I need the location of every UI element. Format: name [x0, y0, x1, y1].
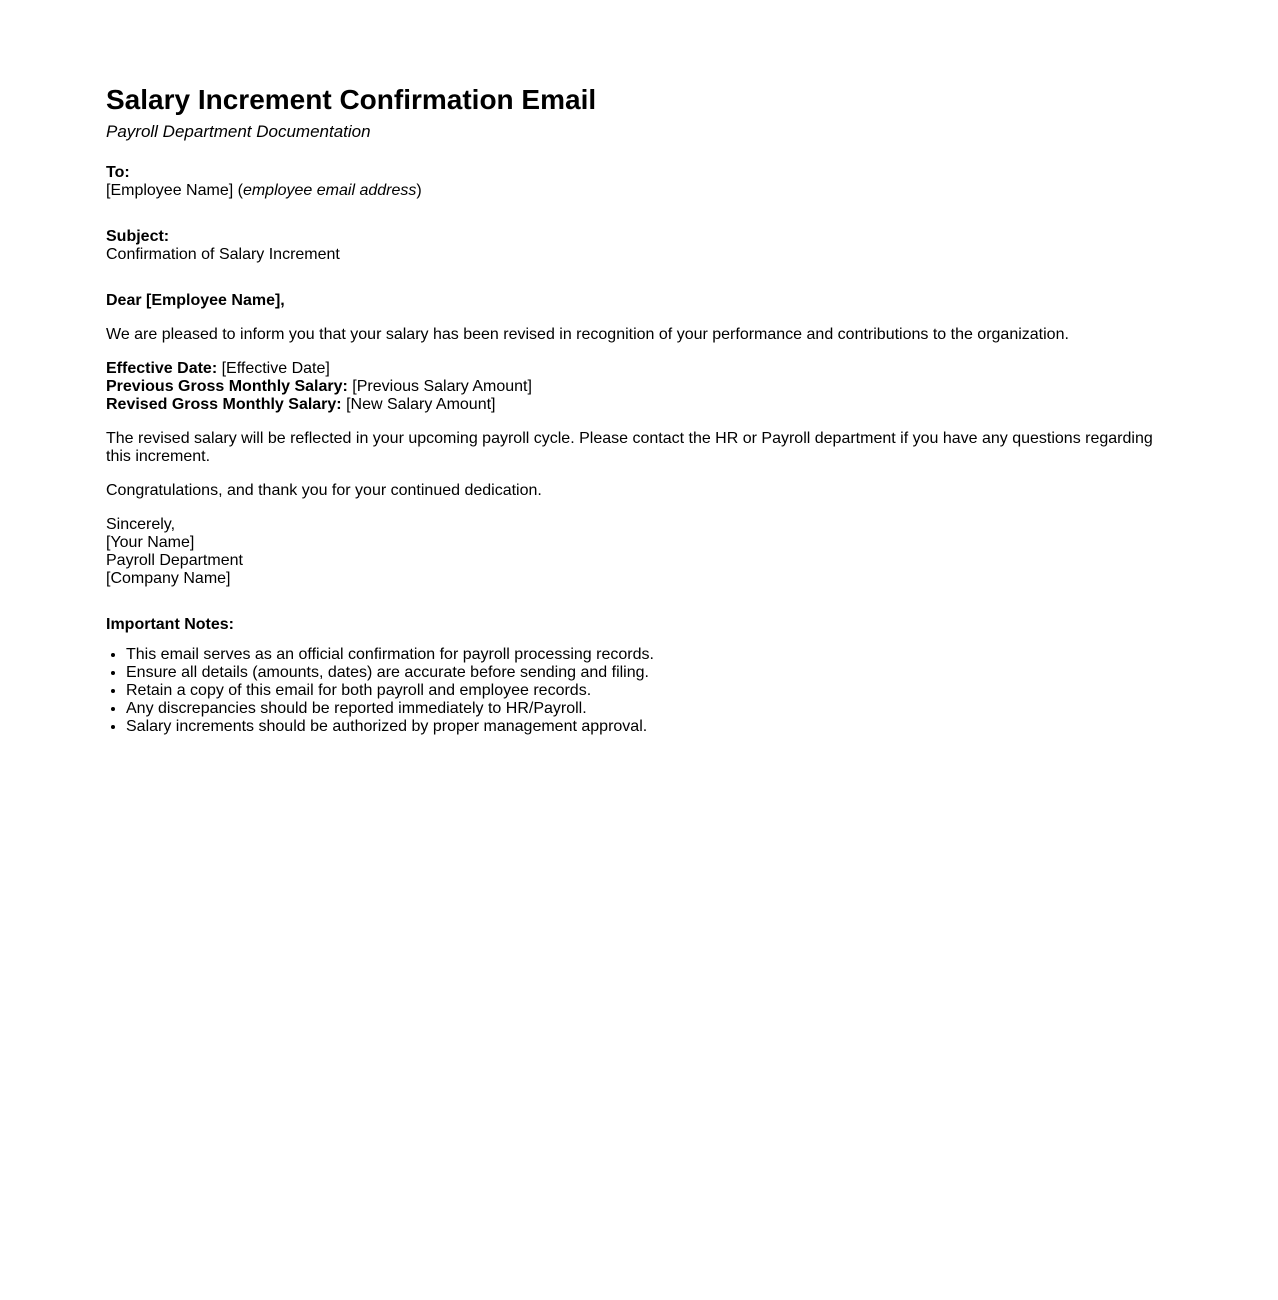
recipient-close-paren: )	[416, 182, 422, 199]
payroll-note-paragraph: The revised salary will be reflected in your upcoming payroll cycle. Please contact the HR or Payroll department if you have any questions regarding this increment.	[106, 430, 1153, 465]
salary-details	[106, 360, 1168, 414]
previous-salary-label: Previous Gross Monthly Salary:	[106, 378, 348, 395]
effective-date-value: [Effective Date]	[217, 360, 330, 377]
note-item: • Ensure all details (amounts, dates) are accurate before sending and filing.	[126, 664, 1168, 682]
effective-date-label: Effective Date:	[106, 360, 218, 377]
notes-list	[106, 646, 1168, 736]
recipient-email: employee email address	[242, 182, 417, 199]
note-item: • Retain a copy of this email for both payroll and employee records.	[126, 682, 1168, 700]
notes-title: Important Notes:	[106, 616, 234, 633]
previous-salary-line	[106, 378, 1168, 396]
intro-paragraph: We are pleased to inform you that your salary has been revised in recognition of your performance and contributions to the organization.	[106, 326, 1069, 343]
note-item: • Any discrepancies should be reported immediately to HR/Payroll.	[126, 700, 1168, 718]
subject-field	[106, 228, 1168, 264]
note-item: • Salary increments should be authorized by proper management approval.	[126, 718, 1168, 736]
subject-value: Confirmation of Salary Increment	[106, 246, 340, 263]
closing-paragraph: Congratulations, and thank you for your continued dedication.	[106, 482, 542, 499]
to-label: To:	[106, 164, 130, 181]
signer-department: Payroll Department	[106, 552, 243, 569]
signer-company: [Company Name]	[106, 570, 231, 587]
recipient-name: [Employee Name]	[106, 182, 234, 199]
page-title: Salary Increment Confirmation Email	[106, 84, 597, 115]
valediction: Sincerely,	[106, 516, 176, 533]
signature-block	[106, 516, 1168, 588]
revised-salary-label: Revised Gross Monthly Salary:	[106, 396, 342, 413]
revised-salary-line	[106, 396, 1168, 414]
previous-salary-value: [Previous Salary Amount]	[347, 378, 532, 395]
signer-name: [Your Name]	[106, 534, 195, 551]
page-subtitle: Payroll Department Documentation	[106, 122, 371, 141]
effective-date-line	[106, 360, 1168, 378]
recipient-open-paren: (	[233, 182, 243, 199]
revised-salary-value: [New Salary Amount]	[341, 396, 496, 413]
to-field	[106, 164, 1168, 200]
email-document	[106, 84, 1168, 736]
greeting: Dear [Employee Name],	[106, 292, 285, 309]
subject-label: Subject:	[106, 228, 170, 245]
note-item: • This email serves as an official confirmation for payroll processing records.	[126, 646, 1168, 664]
